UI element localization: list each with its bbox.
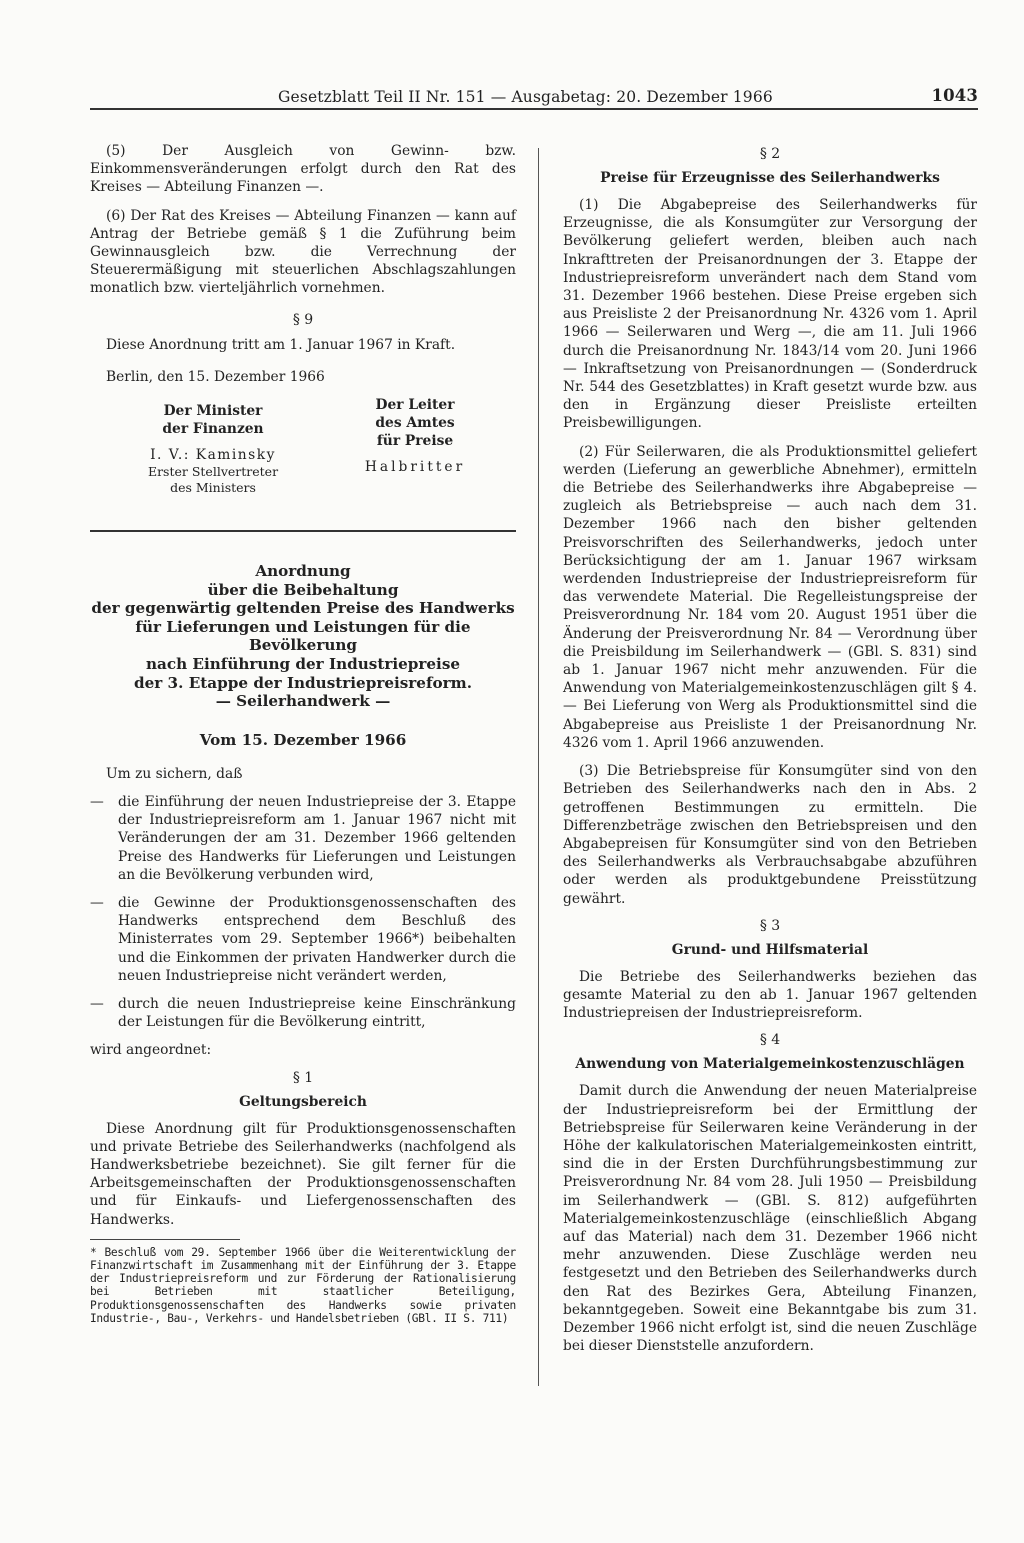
section-9-number: § 9	[292, 311, 314, 328]
signature-block	[90, 396, 516, 526]
ordinance-date: Vom 15. Dezember 1966	[199, 730, 407, 749]
section-3-number: § 3	[759, 917, 781, 934]
paragraph-5: (5) Der Ausgleich von Gewinn- bzw. Einkommensveränderungen erfolgt durch den Rat des Kreises — Abteilung Finanzen —.	[90, 143, 516, 196]
section-2-title: Preise für Erzeugnisse des Seilerhandwerks	[600, 170, 940, 186]
section-2-paragraph-1: (1) Die Abgabepreise des Seilerhandwerks für Erzeugnisse, die als Konsumgüter zur Versorgung der Bevölkerung geliefert werden, bleiben auch nach Inkrafttreten der Preisanordnungen der 3. Etappe der Industriepreisreform unverändert nach dem Stand vom 31. Dezember 1966 bestehen. Diese Preise ergeben sich aus Preisliste 2 der Preisanordnung Nr. 4326 vom 1. April 1966 — Seilerwaren und Werg —, die am 11. Juli 1966 durch die Preisanordnung Nr. 1843/14 vom 20. Juni 1966 — Inkraftsetzung von Preisanordnungen — (Sonderdruck Nr. 544 des Gesetzblattes) in Kraft gesetzt wurde bzw. aus den in Ergänzung dieser Preisliste erteilten Preisbewilligungen.	[563, 197, 977, 432]
section-4-text: Damit durch die Anwendung der neuen Materialpreise der Industriepreisreform bei der Ermittlung der Betriebspreise für Seilerwaren keine Veränderung in der Höhe der kalkulatorischen Materialgemeinkosten eintritt, sind die in der Ersten Durchführungsbestimmung zur Preisverordnung Nr. 84 vom 28. Juli 1950 — Preisbildung im Seilerhandwerk — (GBl. S. 812) aufgeführten Materialgemeinkostenzuschläge (einschließlich Abgang auf das Material) nach dem 31. Dezember 1966 nicht mehr anzuwenden. Diese Zuschläge werden neu festgesetzt und den Betrieben des Seilerhandwerks durch den Rat des Bezirkes Gera, Abteilung Finanzen, bekanntgegeben. Soweit eine Bekanntgabe bis zum 31. Dezember 1966 nicht erfolgt ist, sind die neuen Zuschläge bei dieser Dienststelle anzufordern.	[563, 1083, 977, 1355]
intro-text: Um zu sichern, daß	[106, 765, 243, 782]
footnote-rule	[90, 1239, 240, 1240]
ordinance-title-line-1: Anordnung	[255, 562, 351, 581]
header-rule	[90, 108, 978, 110]
column-divider	[538, 148, 539, 1386]
ordinance-title-line-3: der gegenwärtig geltenden Preise des Handwerks	[91, 599, 515, 618]
section-separator	[90, 530, 516, 532]
ordinance-title	[90, 562, 516, 711]
paragraph-6: (6) Der Rat des Kreises — Abteilung Finanzen — kann auf Antrag der Betriebe gemäß § 1 die Zuführung beim Gewinnausgleich bzw. die Verrechnung der Steuerermäßigung mit steuerlichen Abschlagszahlungen monatlich bzw. vierteljährlich vornehmen.	[90, 207, 516, 297]
ordered-text: wird angeordnet:	[90, 1042, 212, 1059]
left-column	[90, 142, 516, 1325]
section-2-paragraph-3: (3) Die Betriebspreise für Konsumgüter sind von den Betrieben des Seilerhandwerks nach den in Abs. 2 getroffenen Bestimmungen zu ermitteln. Die Differenzbeträge zwischen den Betriebspreisen und den Abgabepreisen für Konsumgüter sind von den Betrieben des Seilerhandwerks als Verbrauchsabgabe abzuführen oder werden als produktgebundene Preisstützung gewährt.	[563, 763, 977, 907]
signature-price-office	[340, 396, 490, 476]
section-3-text: Die Betriebe des Seilerhandwerks beziehen das gesamte Material zu den ab 1. Januar 1967 geltenden Industriepreisen der Industriepreisreform.	[563, 968, 977, 1022]
minister-role-2: des Ministers	[170, 480, 256, 496]
section-1-title: Geltungsbereich	[239, 1093, 367, 1110]
section-4-number: § 4	[759, 1032, 781, 1049]
place-date: Berlin, den 15. Dezember 1966	[106, 368, 325, 385]
section-3-title: Grund- und Hilfsmaterial	[671, 941, 869, 958]
price-office-title-2: des Amtes	[375, 415, 455, 432]
condition-list	[90, 793, 516, 1031]
minister-role-1: Erster Stellvertreter	[147, 464, 279, 480]
list-item: — die Gewinne der Produktionsgenossenschaften des Handwerks entsprechend dem Beschluß des Ministerrates vom 29. September 1966*) beibehalten und die Einkommen der privaten Handwerker durch die neuen Industriepreise nicht verändert werden,	[90, 894, 516, 985]
right-column	[563, 142, 977, 1365]
section-4-title: Anwendung von Materialgemeinkostenzuschlägen	[575, 1056, 965, 1073]
list-item: — durch die neuen Industriepreise keine Einschränkung der Leistungen für die Bevölkerung eintritt,	[90, 995, 516, 1031]
section-2-number: § 2	[759, 146, 781, 162]
ordinance-title-line-5: nach Einführung der Industriepreise	[145, 655, 461, 673]
minister-title-1: Der Minister	[163, 403, 263, 420]
section-1-text: Diese Anordnung gilt für Produktionsgenossenschaften und private Betriebe des Seilerhandwerks (nachfolgend als Handwerksbetriebe bezeichnet). Sie gilt ferner für die Arbeitsgemeinschaften der Produktionsgenossenschaften und für Einkaufs- und Liefergenossenschaften des Handwerks.	[90, 1120, 516, 1228]
price-office-title-3: für Preise	[376, 433, 454, 450]
header-title: Gesetzblatt Teil II Nr. 151 — Ausgabetag: 20. Dezember 1966	[278, 88, 773, 106]
ordinance-title-line-4: für Lieferungen und Leistungen für die Bevölkerung	[135, 617, 471, 655]
list-item: — die Einführung der neuen Industriepreise der 3. Etappe der Industriepreisreform am 1. Januar 1967 nicht mit Veränderungen der am 31. Dezember 1966 geltenden Preise des Handwerks für Lieferungen und Leistungen an die Bevölkerung verbunden wird,	[90, 793, 516, 884]
signature-minister	[118, 402, 308, 496]
ordinance-title-line-2: über die Beibehaltung	[207, 580, 399, 599]
minister-title-2: der Finanzen	[162, 421, 264, 438]
minister-signatory: I. V.: Kaminsky	[150, 447, 276, 464]
page-number: 1043	[931, 86, 978, 105]
section-9-text: Diese Anordnung tritt am 1. Januar 1967 in Kraft.	[106, 336, 456, 353]
section-2-paragraph-2: (2) Für Seilerwaren, die als Produktionsmittel geliefert werden (Lieferung an gewerbliche Abnehmer), ermitteln die Betriebe des Seilerhandwerks ihre Abgabepreise — zugleich als Betriebspreise — auch nach dem 31. Dezember 1966 nach den bisher geltenden Preisvorschriften des Seilerhandwerks, jedoch unter Berücksichtigung der am 1. Januar 1967 wirksam werdenden Industriepreise der Industriepreisreform für das verwendete Material. Die Regelleistungspreise der Preisverordnung Nr. 184 vom 20. August 1951 über die Änderung der Preisverordnung Nr. 84 — Verordnung über die Preisbildung im Seilerhandwerk — (GBl. S. 831) sind ab 1. Januar 1967 nicht mehr anzuwenden. Für die Anwendung von Materialgemeinkostenzuschlägen gilt § 4. — Bei Lieferung von Werg als Produktionsmittel sind die Abgabepreise aus Preisliste 1 der Preisanordnung Nr. 4326 vom 1. April 1966 anzuwenden.	[563, 443, 977, 751]
ordinance-subtitle: — Seilerhandwerk —	[215, 692, 391, 711]
price-office-signatory: Halbritter	[364, 459, 466, 476]
ordinance-title-line-6: der 3. Etappe der Industriepreisreform.	[133, 673, 472, 692]
footnote: * Beschluß vom 29. September 1966 über die Weiterentwicklung der Finanzwirtschaft im Zusammenhang mit der Einführung der 3. Etappe der Industriepreisreform und zur Förderung der Rationalisierung bei Betrieben mit staatlicher Beteiligung, Produktionsgenossenschaften des Handwerks sowie privaten Industrie-, Bau-, Verkehrs- und Handelsbetrieben (GBl. II S. 711)	[90, 1245, 516, 1325]
section-1-number: § 1	[292, 1069, 314, 1086]
price-office-title-1: Der Leiter	[375, 397, 455, 414]
